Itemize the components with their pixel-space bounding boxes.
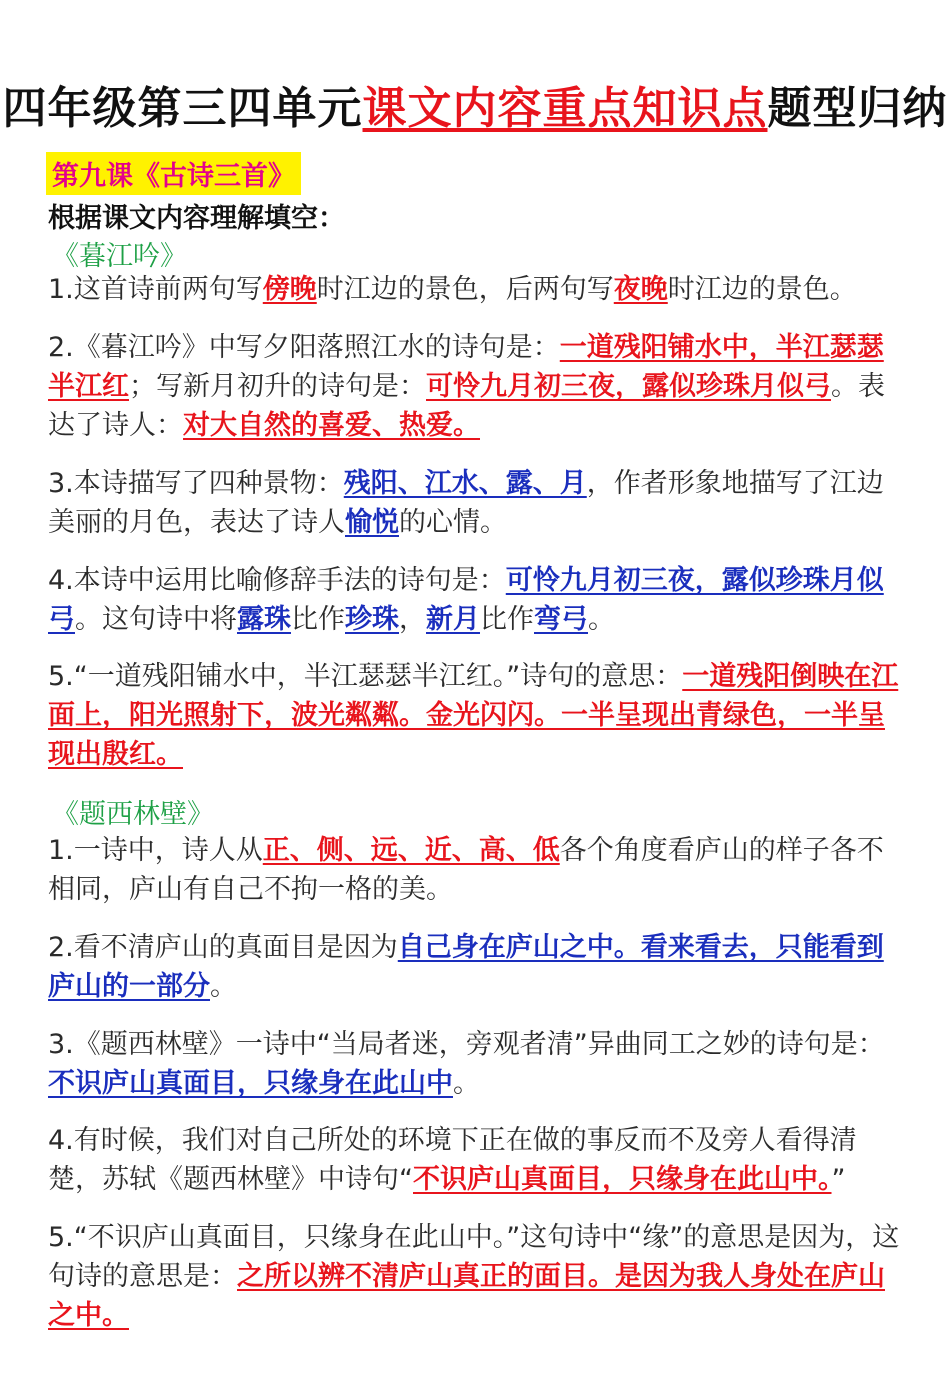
question-2-4: [48, 1121, 910, 1199]
answer-red: 正、侧、远、近、高、低: [262, 835, 560, 866]
question-text: 。: [210, 971, 237, 1002]
answer-red: 对大自然的喜爱、热爱。: [183, 410, 480, 441]
question-1-1: [48, 270, 910, 309]
answer-red: 之所以辨不清庐山真正的面目。是因为我人身处在庐山之中。: [48, 1261, 885, 1331]
answer-blue: 弯弓: [534, 604, 588, 635]
question-text: 各个角度看庐山的样子各不相同，庐山有自己不拘一格的美。: [48, 835, 884, 905]
question-1-5: [48, 657, 910, 774]
answer-red: 一道残阳倒映在江面上，阳光照射下，波光粼粼。金光闪闪。一半呈现出青绿色，一半呈现出殷红。: [48, 661, 899, 770]
poem-title-tixilinbi: 《题西林壁》: [52, 799, 214, 830]
question-text: ，: [399, 604, 426, 635]
question-1-4: [48, 561, 910, 639]
question-text: 。: [588, 604, 615, 635]
question-text: 。这句诗中将: [75, 604, 237, 635]
answer-red: 夜晚: [613, 274, 668, 305]
title-prefix: 四年级第三四单元: [2, 83, 363, 134]
answer-blue: 珍珠: [345, 604, 399, 635]
question-text: 3.本诗描写了四种景物：: [48, 468, 344, 499]
question-text: 时江边的景色，后两句写: [316, 274, 614, 305]
question-2-2: [48, 928, 910, 1006]
question-text: ”: [831, 1164, 846, 1195]
question-text: 的心情。: [399, 507, 507, 538]
answer-red: 傍晚: [262, 274, 317, 305]
question-text: 1.这首诗前两句写: [48, 274, 263, 305]
question-text: ；写新月初升的诗句是：: [129, 371, 426, 402]
question-text: 。表达了诗人：: [48, 371, 885, 441]
answer-blue: 新月: [426, 604, 480, 635]
question-text: 时江边的景色。: [667, 274, 857, 305]
question-2-5: [48, 1218, 910, 1335]
question-text: 4.有时候，我们对自己所处的环境下正在做的事反而不及旁人看得清楚，苏轼《题西林壁》中诗句“: [48, 1125, 857, 1195]
question-text: 5.“一道残阳铺水中，半江瑟瑟半江红。”诗句的意思：: [48, 661, 683, 692]
question-text: 。: [453, 1068, 480, 1099]
question-2-3: [48, 1025, 910, 1103]
answer-blue: 不识庐山真面目，只缘身在此山中: [48, 1068, 453, 1099]
question-text: 5.“不识庐山真面目，只缘身在此山中。”这句诗中“缘”的意思是因为，这句诗的意思是：: [48, 1222, 900, 1292]
question-text: 2.看不清庐山的真面目是因为: [48, 932, 398, 963]
question-1-2: [48, 328, 910, 445]
title-suffix: 题型归纳: [767, 83, 948, 134]
answer-blue: 自己身在庐山之中。看来看去，只能看到庐山的一部分: [48, 932, 884, 1002]
title-highlight: 课文内容重点知识点: [362, 83, 768, 134]
question-text: 比作: [480, 604, 534, 635]
question-text: ，作者形象地描写了江边美丽的月色，表达了诗人: [48, 468, 884, 538]
answer-blue: 可怜九月初三夜，露似珍珠月似弓: [48, 565, 884, 635]
instruction-heading: 根据课文内容理解填空：: [48, 203, 345, 234]
question-1-3: [48, 464, 910, 542]
page-title: [0, 72, 950, 136]
question-text: 2.《暮江吟》中写夕阳落照江水的诗句是：: [48, 332, 560, 363]
answer-blue: 愉悦: [345, 507, 399, 538]
question-text: 3.《题西林壁》一诗中“当局者迷，旁观者清”异曲同工之妙的诗句是：: [48, 1029, 885, 1060]
answer-red: 不识庐山真面目，只缘身在此山中。: [413, 1164, 832, 1195]
question-text: 4.本诗中运用比喻修辞手法的诗句是：: [48, 565, 506, 596]
question-2-1: [48, 831, 910, 909]
question-text: 1.一诗中，诗人从: [48, 835, 263, 866]
answer-red: 可怜九月初三夜，露似珍珠月似弓: [426, 371, 831, 402]
answer-red: 一道残阳铺水中，半江瑟瑟半江红: [48, 332, 884, 402]
answer-blue: 露珠: [237, 604, 291, 635]
poem-title-mujiangyin: 《暮江吟》: [52, 241, 187, 272]
question-text: 比作: [291, 604, 345, 635]
lesson-heading: 第九课《古诗三首》: [46, 152, 301, 195]
answer-blue: 残阳、江水、露、月: [343, 468, 587, 499]
